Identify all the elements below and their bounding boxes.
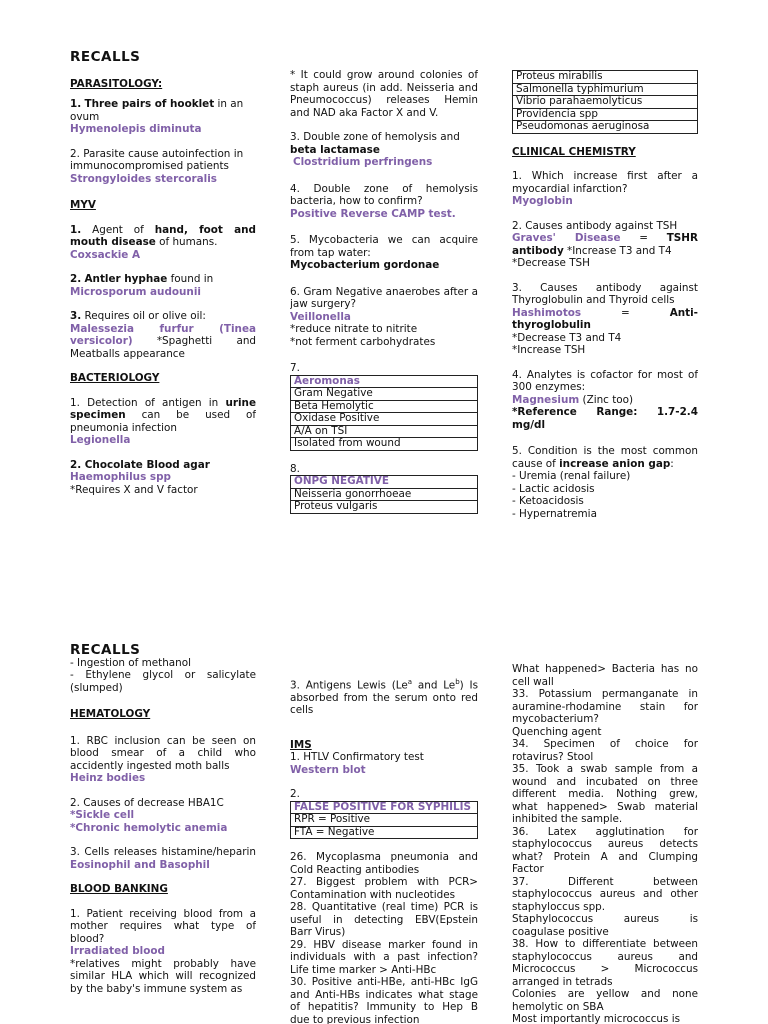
table-cell: A/A on TSI — [291, 425, 478, 438]
note-reference-range: *Reference Range: 1.7-2.4 mg/dl — [512, 406, 698, 431]
question-hba1c: 2. Causes of decrease HBA1C — [70, 796, 224, 809]
note-hla: *relatives might probably have similar HLA which will recognized by the baby's immune system as — [70, 957, 256, 995]
bottom-column-1 — [70, 644, 256, 1024]
section-blood-banking: BLOOD BANKING — [70, 883, 168, 895]
item-38: 38. How to differentiate between staphylococcus aureus and Micrococcus > Micrococcus arranged in tetrads — [512, 938, 698, 988]
question-tsh: 2. Causes antibody against TSH — [512, 219, 678, 232]
note-increase-tsh: *Increase TSH — [512, 344, 586, 356]
section-myv: MYV — [70, 199, 96, 211]
question-lewis: 3. Antigens Lewis (Le$^a$ and Le$^b$) Is absorbed from the serum onto red cells — [290, 678, 478, 717]
table-cell: Proteus vulgaris — [291, 501, 478, 514]
table-cell: FALSE POSITIVE FOR SYPHILIS — [291, 801, 478, 814]
answer-myoglobin: Myoglobin — [512, 195, 573, 207]
section-hematology: HEMATOLOGY — [70, 708, 151, 720]
question-7: 7. — [290, 362, 300, 374]
item-36: 36. Latex agglutination for staphylococcus aureus detects what? Protein A and Clumping Factor — [512, 825, 698, 875]
note-nitrate: *reduce nitrate to nitrite — [290, 323, 418, 335]
question-thyroglobulin: 3. Causes antibody against Thyroglobulin and Thyroid cells — [512, 281, 698, 306]
question-2: 2. — [290, 788, 300, 801]
table-cell: Providencia spp — [513, 108, 698, 121]
list-anion-gap — [512, 470, 698, 520]
item-coagulase: Staphylococcus aureus is coagulase positive — [512, 913, 698, 938]
answer-gordonae: Mycobacterium gordonae — [290, 259, 440, 271]
answer-malessezia: Malessezia furfur (Tinea versicolor) *Spaghetti and Meatballs appearance — [70, 322, 256, 360]
table-onpg — [290, 475, 478, 514]
section-parasitology: PARASITOLOGY: — [70, 77, 163, 90]
list-item: - Uremia (renal failure) — [512, 470, 631, 482]
table-cell: Vibrio parahaemolyticus — [513, 96, 698, 109]
table-cell: Oxidase Positive — [291, 413, 478, 426]
table-organisms — [512, 70, 698, 134]
question-8: 8. — [290, 462, 300, 475]
question-cofactor: 4. Analytes is cofactor for most of 300 enzymes: — [512, 368, 698, 393]
page-heading: RECALLS — [70, 644, 141, 658]
question-htlv: 1. HTLV Confirmatory test — [290, 751, 424, 764]
answer-magnesium: Magnesium (Zinc too) — [512, 393, 634, 406]
table-cell: Gram Negative — [291, 388, 478, 401]
table-cell: Salmonella typhimurium — [513, 83, 698, 96]
question-double-zone: 3. Double zone of hemolysis and beta lactamase — [290, 131, 460, 156]
answer-haemophilus: Haemophilus spp — [70, 471, 171, 483]
question-confirm: 4. Double zone of hemolysis bacteria, how to confirm? — [290, 182, 478, 207]
list-item: - Ketoacidosis — [512, 495, 584, 507]
question-oil: 3. Requires oil or olive oil: — [70, 310, 206, 322]
answer-clostridium: Clostridium perfringens — [293, 156, 433, 168]
section-clinical-chemistry: CLINICAL CHEMISTRY — [512, 145, 636, 158]
answer-irradiated: Irradiated blood — [70, 945, 165, 957]
question-anion-gap: 5. Condition is the most common cause of increase anion gap: — [512, 445, 698, 470]
item-35: 35. Took a swab sample from a wound and incubated on three different media. Nothing grew, what happened> Swab material inhibited the sample. — [512, 763, 698, 825]
bottom-page — [0, 640, 768, 1024]
question-moth-balls: 1. RBC inclusion can be seen on blood smear of a child who accidently ingested moth balls — [70, 734, 256, 772]
list-item: - Ethylene glycol or salicylate (slumped) — [70, 669, 256, 694]
answer-veillonella: Veillonella — [290, 310, 351, 323]
question-histamine: 3. Cells releases histamine/heparin Eosinophil and Basophil — [70, 846, 256, 871]
note-decrease-t3t4: *Decrease T3 and T4 — [512, 331, 622, 344]
table-cell: Proteus mirabilis — [513, 71, 698, 84]
answer-legionella: Legionella — [70, 434, 131, 446]
top-column-2 — [290, 69, 478, 560]
table-cell: ONPG NEGATIVE — [291, 476, 478, 489]
answer-western-blot: Western blot — [290, 763, 366, 776]
note-staph-growth: * It could grow around colonies of staph aureus (in add. Neisseria and Pneumococcus) releases Hemin and NAD aka Factor X and V. — [290, 69, 478, 119]
item-34: 34. Specimen of choice for rotavirus? Stool — [512, 738, 698, 763]
answer-hashimotos: Hashimotos = Anti-thyroglobulin — [512, 306, 698, 331]
item-cell-wall: What happened> Bacteria has no cell wall — [512, 663, 698, 688]
table-aeromonas — [290, 375, 478, 451]
list-item: - Lactic acidosis — [512, 482, 595, 495]
answer-hemolytic-anemia: *Chronic hemolytic anemia — [70, 821, 228, 834]
answer-hymenolepis: Hymenolepis diminuta — [70, 123, 202, 135]
item-30: 30. Positive anti-HBe, anti-HBc IgG and Anti-HBs indicates what stage of hepatitis? Immunity to Hep B due to previous infection — [290, 976, 478, 1024]
table-cell: Isolated from wound — [291, 438, 478, 451]
table-cell: FTA = Negative — [291, 826, 478, 839]
item-26: 26. Mycoplasma pneumonia and Cold Reacting antibodies — [290, 851, 478, 876]
answer-coxsackie: Coxsackie A — [70, 248, 140, 261]
question-antler-hyphae: 2. Antler hyphae found in — [70, 273, 214, 285]
table-cell: RPR = Positive — [291, 814, 478, 827]
item-33: 33. Potassium permanganate in auramine-rhodamine stain for mycobacterium? — [512, 688, 698, 725]
answer-microsporum: Microsporum audounii — [70, 285, 201, 298]
note-xv-factor: *Requires X and V factor — [70, 483, 198, 496]
list-item: - Hypernatremia — [512, 507, 597, 520]
table-cell: Pseudomonas aeruginosa — [513, 121, 698, 134]
note-carbohydrates: *not ferment carbohydrates — [290, 335, 436, 348]
table-cell: Neisseria gonorrhoeae — [291, 488, 478, 501]
item-29: 29. HBV disease marker found in individuals with a past infection? Life time marker > Anti-HBc — [290, 938, 478, 976]
list-item: - Ingestion of methanol — [70, 656, 191, 669]
question-jaw-surgery: 6. Gram Negative anaerobes after a jaw surgery? — [290, 285, 478, 310]
note-decrease-tsh: *Decrease TSH — [512, 257, 590, 269]
table-syphilis — [290, 801, 478, 840]
answer-camp-test: Positive Reverse CAMP test. — [290, 207, 456, 220]
section-bacteriology: BACTERIOLOGY — [70, 372, 160, 384]
item-quenching: Quenching agent — [512, 725, 602, 738]
table-cell: Beta Hemolytic — [291, 400, 478, 413]
item-colonies: Colonies are yellow and none hemolytic on SBA — [512, 988, 698, 1013]
question-autoinfection: 2. Parasite cause autoinfection in immunocompromised patients — [70, 147, 244, 172]
item-micrococcus: Most importantly micrococcus is — [512, 1013, 681, 1024]
item-28: 28. Quantitative (real time) PCR is useful in detecting EBV(Epstein Barr Virus) — [290, 901, 478, 939]
question-hooklet: 1. Three pairs of hooklet in an ovum — [70, 98, 244, 123]
answer-sickle-cell: *Sickle cell — [70, 809, 135, 821]
item-27: 27. Biggest problem with PCR> Contamination with nucleotides — [290, 876, 478, 901]
bottom-column-2 — [290, 676, 478, 1024]
bottom-column-3 — [512, 663, 698, 1024]
item-37: 37. Different between staphylococcus aureus and other staphyloccus spp. — [512, 875, 698, 913]
question-chocolate-agar: 2. Chocolate Blood agar — [70, 458, 210, 471]
table-cell: Aeromonas — [291, 375, 478, 388]
question-hand-foot-mouth: 1. Agent of hand, foot and mouth disease of humans. — [70, 223, 256, 248]
answer-heinz: Heinz bodies — [70, 772, 146, 784]
question-myocardial: 1. Which increase first after a myocardial infarction? — [512, 170, 698, 195]
answer-graves: Graves' Disease = TSHR antibody *Increase T3 and T4 — [512, 232, 698, 257]
section-ims: IMS — [290, 738, 312, 751]
answer-strongyloides: Strongyloides stercoralis — [70, 172, 217, 185]
top-column-3 — [512, 70, 698, 560]
page-heading: RECALLS — [70, 51, 141, 65]
question-tap-water: 5. Mycobacteria we can acquire from tap water: — [290, 234, 478, 259]
question-urine-antigen: 1. Detection of antigen in urine specimen can be used of pneumonia infection — [70, 396, 256, 434]
question-irradiated: 1. Patient receiving blood from a mother requires what type of blood? — [70, 907, 256, 945]
top-column-1 — [70, 51, 256, 560]
